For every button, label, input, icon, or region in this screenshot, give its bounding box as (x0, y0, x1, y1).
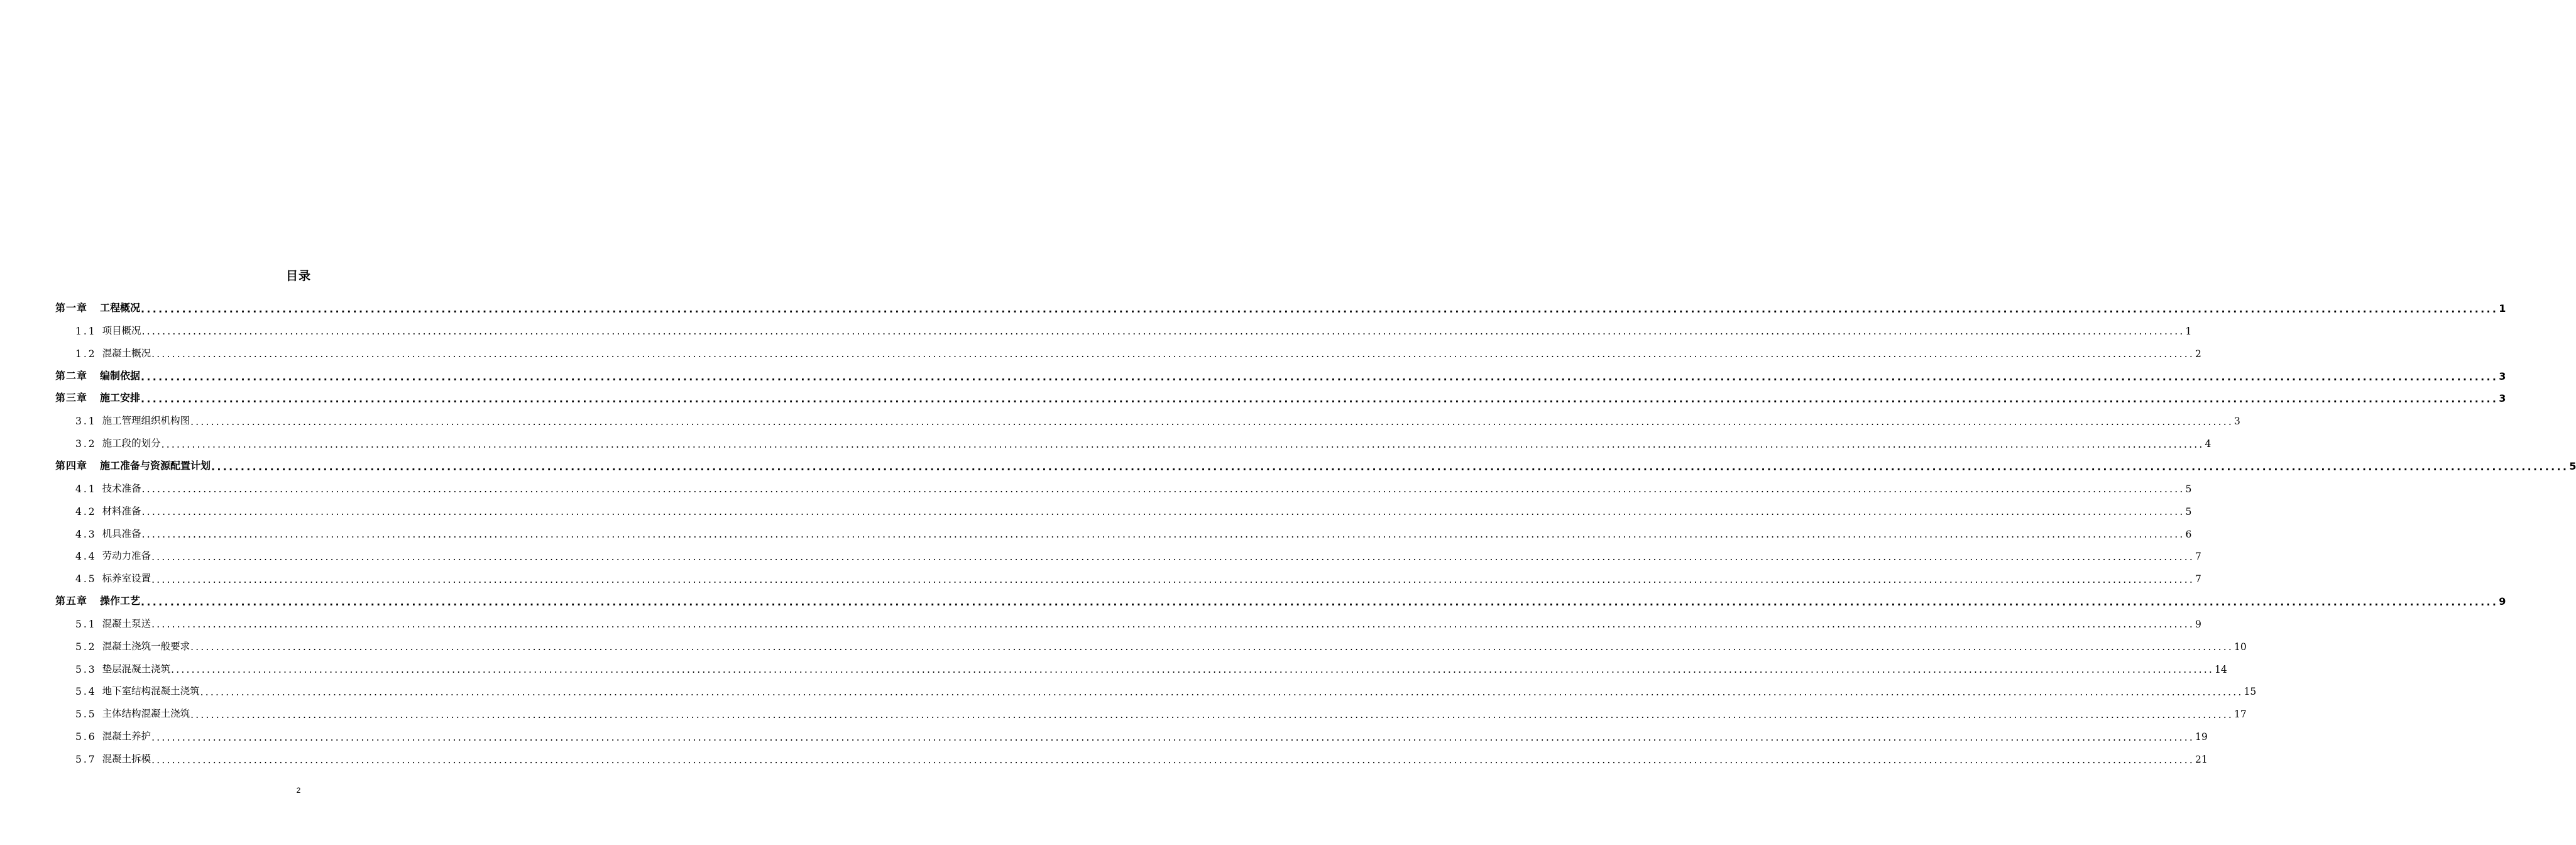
toc-dot-leader: ................................................................................................................................................................................................................................................................................................................................................................................................................ (151, 754, 2195, 766)
toc-entry-number: 第一章 (55, 302, 88, 314)
toc-dot-leader: ................................................................................................................................................................................................................................................................................................................................................................................................................ (190, 416, 2233, 428)
toc-entry-number: 5.5 (75, 709, 97, 721)
toc-entry-number: 第五章 (55, 595, 88, 607)
toc-dot-leader: ................................................................................................................................................................................................................................................................................................................................................................................................................ (151, 731, 2195, 743)
toc-entry-text: 机具准备 (102, 527, 141, 539)
toc-dot-leader: ................................................................................................................................................................................................................................................................................................................................................................................................................ (141, 483, 2185, 495)
toc-dot-leader: ................................................................................................................................................................................................................................................................................................................................................................................................................ (151, 551, 2195, 563)
toc-entry-text: 地下室结构混凝土浇筑 (102, 685, 200, 697)
toc-entry-page: 1 (2499, 302, 2506, 314)
toc-dot-leader: ................................................................................................................................................................................................................................................................................................................................................................................................................ (151, 573, 2195, 585)
toc-dot-leader: ................................................................................................................................................................................................................................................................................................................................................................................................................ (171, 664, 2214, 676)
toc-entry-number: 第二章 (55, 369, 88, 382)
toc-dot-leader: ................................................................................................................................................................................................................................................................................................................................................................................................................ (190, 709, 2233, 721)
toc-section-entry[interactable] (0, 321, 2192, 338)
toc-dot-leader: ................................................................................................................................................................................................................................................................................................................................................................................................................ (141, 370, 2499, 383)
toc-chapter-entry[interactable] (0, 298, 2506, 315)
toc-dot-leader: ................................................................................................................................................................................................................................................................................................................................................................................................................ (141, 326, 2185, 338)
toc-entry-text: 混凝土拆模 (102, 753, 151, 765)
toc-entry-number: 5.4 (75, 686, 97, 698)
toc-entry-number: 1.1 (75, 325, 97, 337)
toc-section-entry[interactable] (0, 411, 2240, 428)
toc-chapter-entry[interactable] (0, 591, 2506, 609)
toc-entry-text: 技术准备 (102, 482, 141, 494)
page-number: 2 (296, 786, 301, 795)
toc-entry-page: 3 (2499, 392, 2506, 405)
toc-dot-leader: ................................................................................................................................................................................................................................................................................................................................................................................................................ (141, 506, 2185, 518)
toc-entry-number: 5.6 (75, 731, 97, 743)
toc-entry-text: 施工管理组织机构图 (102, 415, 190, 427)
toc-section-entry[interactable] (0, 659, 2227, 676)
toc-section-entry[interactable] (0, 478, 2192, 495)
toc-section-entry[interactable] (0, 636, 2247, 653)
toc-dot-leader: ................................................................................................................................................................................................................................................................................................................................................................................................................ (211, 460, 2569, 473)
toc-entry-page: 5 (2185, 505, 2192, 517)
toc-section-entry[interactable] (0, 568, 2201, 585)
toc-section-entry[interactable] (0, 749, 2208, 766)
toc-entry-number: 3.2 (75, 438, 97, 450)
toc-entry-number: 1.2 (75, 348, 97, 360)
toc-entry-number: 第四章 (55, 459, 88, 472)
toc-entry-text: 标养室设置 (102, 573, 151, 585)
toc-entry-number: 4.5 (75, 573, 97, 585)
toc-entry-text: 混凝土泵送 (102, 617, 151, 629)
toc-entry-page: 21 (2195, 754, 2208, 765)
toc-section-entry[interactable] (0, 546, 2201, 563)
toc-entry-number: 3.1 (75, 416, 97, 428)
toc-entry-text: 劳动力准备 (102, 550, 151, 562)
toc-entry-number: 5.7 (75, 754, 97, 765)
toc-entry-number: 5.3 (75, 663, 97, 675)
toc-entry-number: 4.4 (75, 551, 97, 563)
toc-entry-text: 混凝土概况 (102, 347, 151, 359)
toc-section-entry[interactable] (0, 681, 2257, 698)
toc-section-entry[interactable] (0, 433, 2212, 450)
toc-entry-page: 5 (2569, 460, 2576, 472)
toc-section-entry[interactable] (0, 524, 2192, 540)
toc-chapter-entry[interactable] (0, 456, 2576, 473)
toc-entry-page: 1 (2185, 325, 2192, 337)
toc-section-entry[interactable] (0, 343, 2201, 360)
toc-entry-text: 施工准备与资源配置计划 (100, 459, 211, 472)
toc-entry-text: 施工段的划分 (102, 438, 161, 450)
toc-entry-text: 施工安排 (100, 392, 141, 404)
toc-entry-page: 3 (2233, 416, 2240, 428)
toc-title: 目录 (285, 269, 311, 283)
toc-dot-leader: ................................................................................................................................................................................................................................................................................................................................................................................................................ (200, 686, 2244, 698)
toc-entry-page: 5 (2185, 483, 2192, 495)
toc-entry-text: 项目概况 (102, 324, 141, 336)
toc-entry-page: 7 (2195, 573, 2201, 585)
toc-section-entry[interactable] (0, 704, 2247, 721)
toc-entry-text: 混凝土浇筑一般要求 (102, 640, 190, 652)
toc-dot-leader: ................................................................................................................................................................................................................................................................................................................................................................................................................ (151, 619, 2195, 631)
toc-entry-page: 19 (2195, 731, 2208, 743)
toc-entry-page: 2 (2195, 348, 2201, 360)
toc-entry-page: 9 (2499, 595, 2506, 608)
toc-dot-leader: ................................................................................................................................................................................................................................................................................................................................................................................................................ (141, 303, 2499, 315)
toc-entry-text: 工程概况 (100, 302, 141, 314)
toc-entry-page: 4 (2205, 438, 2212, 450)
toc-entry-page: 10 (2233, 641, 2247, 653)
toc-entry-number: 4.3 (75, 528, 97, 540)
toc-entry-text: 混凝土养护 (102, 731, 151, 743)
toc-chapter-entry[interactable] (0, 388, 2506, 406)
toc-dot-leader: ................................................................................................................................................................................................................................................................................................................................................................................................................ (141, 596, 2499, 609)
toc-dot-leader: ................................................................................................................................................................................................................................................................................................................................................................................................................ (151, 348, 2195, 360)
toc-entry-page: 9 (2195, 618, 2201, 630)
toc-entry-number: 第三章 (55, 392, 88, 404)
toc-entry-page: 3 (2499, 370, 2506, 382)
toc-entry-number: 4.2 (75, 505, 97, 517)
toc-entry-page: 17 (2233, 709, 2247, 721)
toc-dot-leader: ................................................................................................................................................................................................................................................................................................................................................................................................................ (161, 438, 2205, 450)
toc-entry-number: 4.1 (75, 483, 97, 495)
toc-entry-number: 5.1 (75, 618, 97, 630)
toc-section-entry[interactable] (0, 614, 2201, 631)
toc-dot-leader: ................................................................................................................................................................................................................................................................................................................................................................................................................ (141, 393, 2499, 406)
toc-entry-page: 7 (2195, 551, 2201, 563)
toc-entry-text: 材料准备 (102, 505, 141, 517)
toc-entry-text: 主体结构混凝土浇筑 (102, 708, 190, 720)
toc-chapter-entry[interactable] (0, 366, 2506, 383)
toc-section-entry[interactable] (0, 501, 2192, 518)
toc-entry-text: 垫层混凝土浇筑 (102, 663, 171, 675)
toc-entry-page: 14 (2214, 663, 2227, 675)
toc-entry-text: 操作工艺 (100, 595, 141, 607)
toc-entry-text: 编制依据 (100, 369, 141, 382)
toc-entry-page: 15 (2244, 686, 2257, 698)
toc-entry-page: 6 (2185, 528, 2192, 540)
toc-dot-leader: ................................................................................................................................................................................................................................................................................................................................................................................................................ (141, 529, 2185, 540)
toc-dot-leader: ................................................................................................................................................................................................................................................................................................................................................................................................................ (190, 641, 2233, 653)
toc-section-entry[interactable] (0, 726, 2208, 743)
toc-entry-number: 5.2 (75, 641, 97, 653)
